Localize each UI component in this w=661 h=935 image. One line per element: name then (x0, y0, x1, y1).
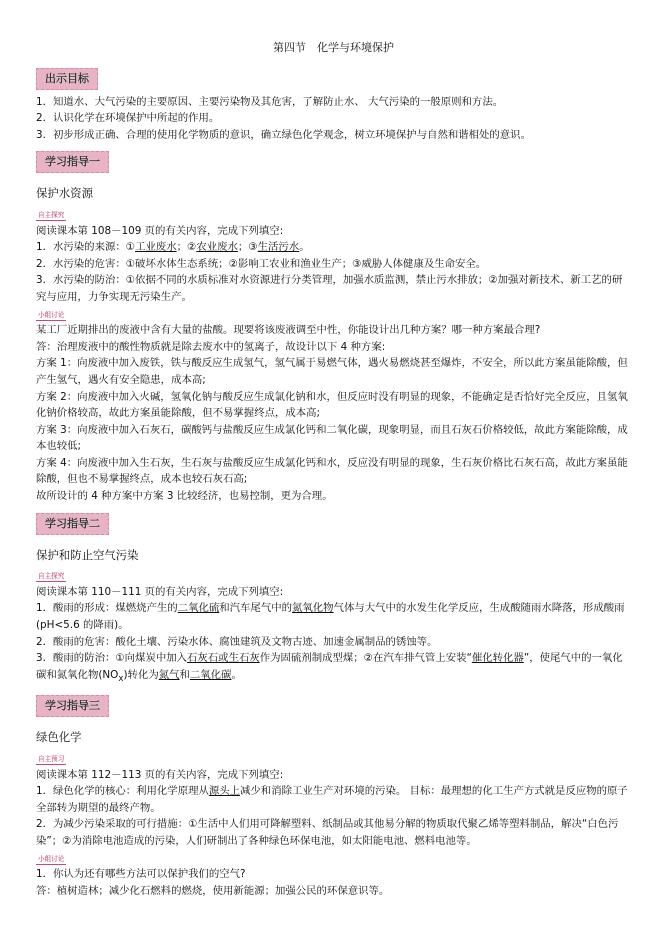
guide2-self-study-tag: 自主探究 (38, 572, 65, 581)
discussion-line: 方案 2：向废液中加入火碱，氢氧化钠与酸反应生成氯化钠和水，但反应时没有明显的现象，不能确定是否恰好完全反应，且氢氧化钠价格较高，故此方案虽能除酸，但不易掌握终点，成本高; (36, 390, 628, 420)
answer-blank: 二氧化硫 (177, 602, 220, 615)
discussion-line: 方案 4：向废液中加入生石灰，生石灰与盐酸反应生成氯化钙和水，反应没有明显的现象，生石灰价格比石灰石高，故此方案虽能除酸，但也不易掌握终点，成本也较石灰石高; (36, 456, 628, 486)
answer-blank: 生活污水 (257, 241, 300, 254)
guide2-q2: 2．酸雨的危害：酸化土壤、污染水体、腐蚀建筑及文物古迹、加速金属制品的锈蚀等。 (36, 635, 438, 648)
guide1-banner: 学习指导一 (36, 151, 109, 173)
guide2-intro: 阅读课本第 110－111 页的有关内容，完成下列填空: (36, 585, 284, 598)
answer-blank: 氮气 (158, 668, 180, 681)
guide3-discussion-tag: 小组讨论 (38, 854, 65, 863)
discussion-line: 某工厂近期排出的废液中含有大量的盐酸。现要将该废液调至中性，你能设计出几种方案？哪一种方案最合理? (36, 324, 541, 337)
discussion-line: 故所设计的 4 种方案中方案 3 比较经济，也易控制，更为合理。 (36, 490, 333, 503)
guide3-q1: 1．绿色化学的核心：利用化学原理从源头上减少和消除工业生产对环境的污染。 目标：最理想的化工生产方式就是反应物的原子全部转为期望的最终产物。 (36, 785, 628, 814)
guide3-banner: 学习指导三 (36, 695, 109, 717)
guide2-banner: 学习指导二 (36, 513, 109, 535)
discussion-line: 方案 1：向废液中加入废铁，铁与酸反应生成氢气，氢气属于易燃气体，遇火易燃烧甚至爆炸，不安全，所以此方案虽能除酸，但产生氢气，遇火有安全隐患，成本高; (36, 357, 628, 386)
answer-blank: 催化转化器 (471, 652, 524, 665)
page-title: 第四节 化学与环境保护 (273, 41, 394, 54)
goal-item: 2．认识化学在环境保护中所起的作用。 (36, 112, 220, 125)
guide3-subhead: 绿色化学 (36, 730, 82, 745)
guide2-subhead: 保护和防止空气污染 (36, 547, 139, 562)
guide1-q2: 2．水污染的危害：①破坏水体生态系统；②影响工农业和渔业生产；③威胁人体健康及生命安全。 (36, 257, 487, 270)
goals-list (36, 94, 631, 144)
answer-blank: 工业废水 (135, 241, 177, 254)
guide3-intro: 阅读课本第 112－113 页的有关内容，完成下列填空: (36, 768, 284, 781)
answer-blank: 源头上 (208, 785, 241, 798)
guide1-self-study-tag: 自主探究 (38, 210, 65, 219)
guide1-q3: 3．水污染的防治：①依据不同的水质标准对水资源进行分类管理，加强水质监测，禁止污水排放；②加强对新技术、新工艺的研究与应用，力争实现无污染生产。 (36, 274, 623, 303)
document-page (36, 40, 631, 899)
guide3-discussion-answer: 答：植树造林；减少化石燃料的燃烧，使用新能源；加强公民的环保意识等。 (36, 884, 390, 897)
guide1-discussion-tag: 小组讨论 (38, 310, 65, 319)
goal-item: 3．初步形成正确、合理的使用化学物质的意识，确立绿色化学观念，树立环境保护与自然和谐相处的意识。 (36, 128, 531, 141)
answer-blank: 石灰石或生石灰 (187, 652, 260, 665)
answer-blank: 氮氧化物 (292, 602, 334, 615)
discussion-line: 方案 3：向废液中加入石灰石，碳酸钙与盐酸反应生成氯化钙和二氧化碳，现象明显，而且石灰石价格较低，故此方案能除酸，成本也较低; (36, 423, 628, 453)
guide1-intro: 阅读课本第 108－109 页的有关内容，完成下列填空: (36, 224, 284, 237)
subscript: x (118, 673, 124, 684)
goal-item: 1．知道水、大气污染的主要原因、主要污染物及其危害，了解防止水、 大气污染的一般原则和方法。 (36, 95, 504, 108)
guide3-q2: 2．为减少污染采取的可行措施：①生活中人们用可降解塑料、纸制品或其他易分解的物质取代聚乙烯等塑料制品，解决“白色污染”；②为消除电池造成的污染，人们研制出了各种绿色环保电池，如太阳能电池、燃料电池等。 (36, 818, 619, 848)
guide3-preview-tag: 自主预习 (38, 755, 65, 764)
guide3-discussion-question: 1．你认为还有哪些方法可以保护我们的空气? (36, 868, 246, 881)
guide2-q1: 1．酸雨的形成：煤燃烧产生的二氧化硫和汽车尾气中的氮氧化物气体与大气中的水发生化学反应，生成酸随雨水降落，形成酸雨(pH<5.6 的降雨)。 (36, 602, 625, 632)
guide1-discussion (36, 322, 631, 505)
guide1-subhead: 保护水资源 (36, 186, 93, 201)
answer-blank: 二氧化碳 (189, 668, 232, 681)
guide1-q1: 1．水污染的来源：①工业废水；②农业废水；③生活污水。 (36, 241, 310, 254)
discussion-line: 答：治理废液中的酸性物质就是除去废水中的氢离子，故设计以下 4 种方案: (36, 340, 386, 353)
goals-banner: 出示目标 (36, 68, 98, 90)
answer-blank: 农业废水 (196, 241, 238, 254)
guide2-q3: 3．酸雨的防治：①向煤炭中加入石灰石或生石灰作为固硫剂制成型煤；②在汽车排气管上安装“催化转化器”，使尾气中的一氧化碳和氮氧化物$(NO_x)$转化为氮气和二氧化碳。 (36, 652, 623, 684)
